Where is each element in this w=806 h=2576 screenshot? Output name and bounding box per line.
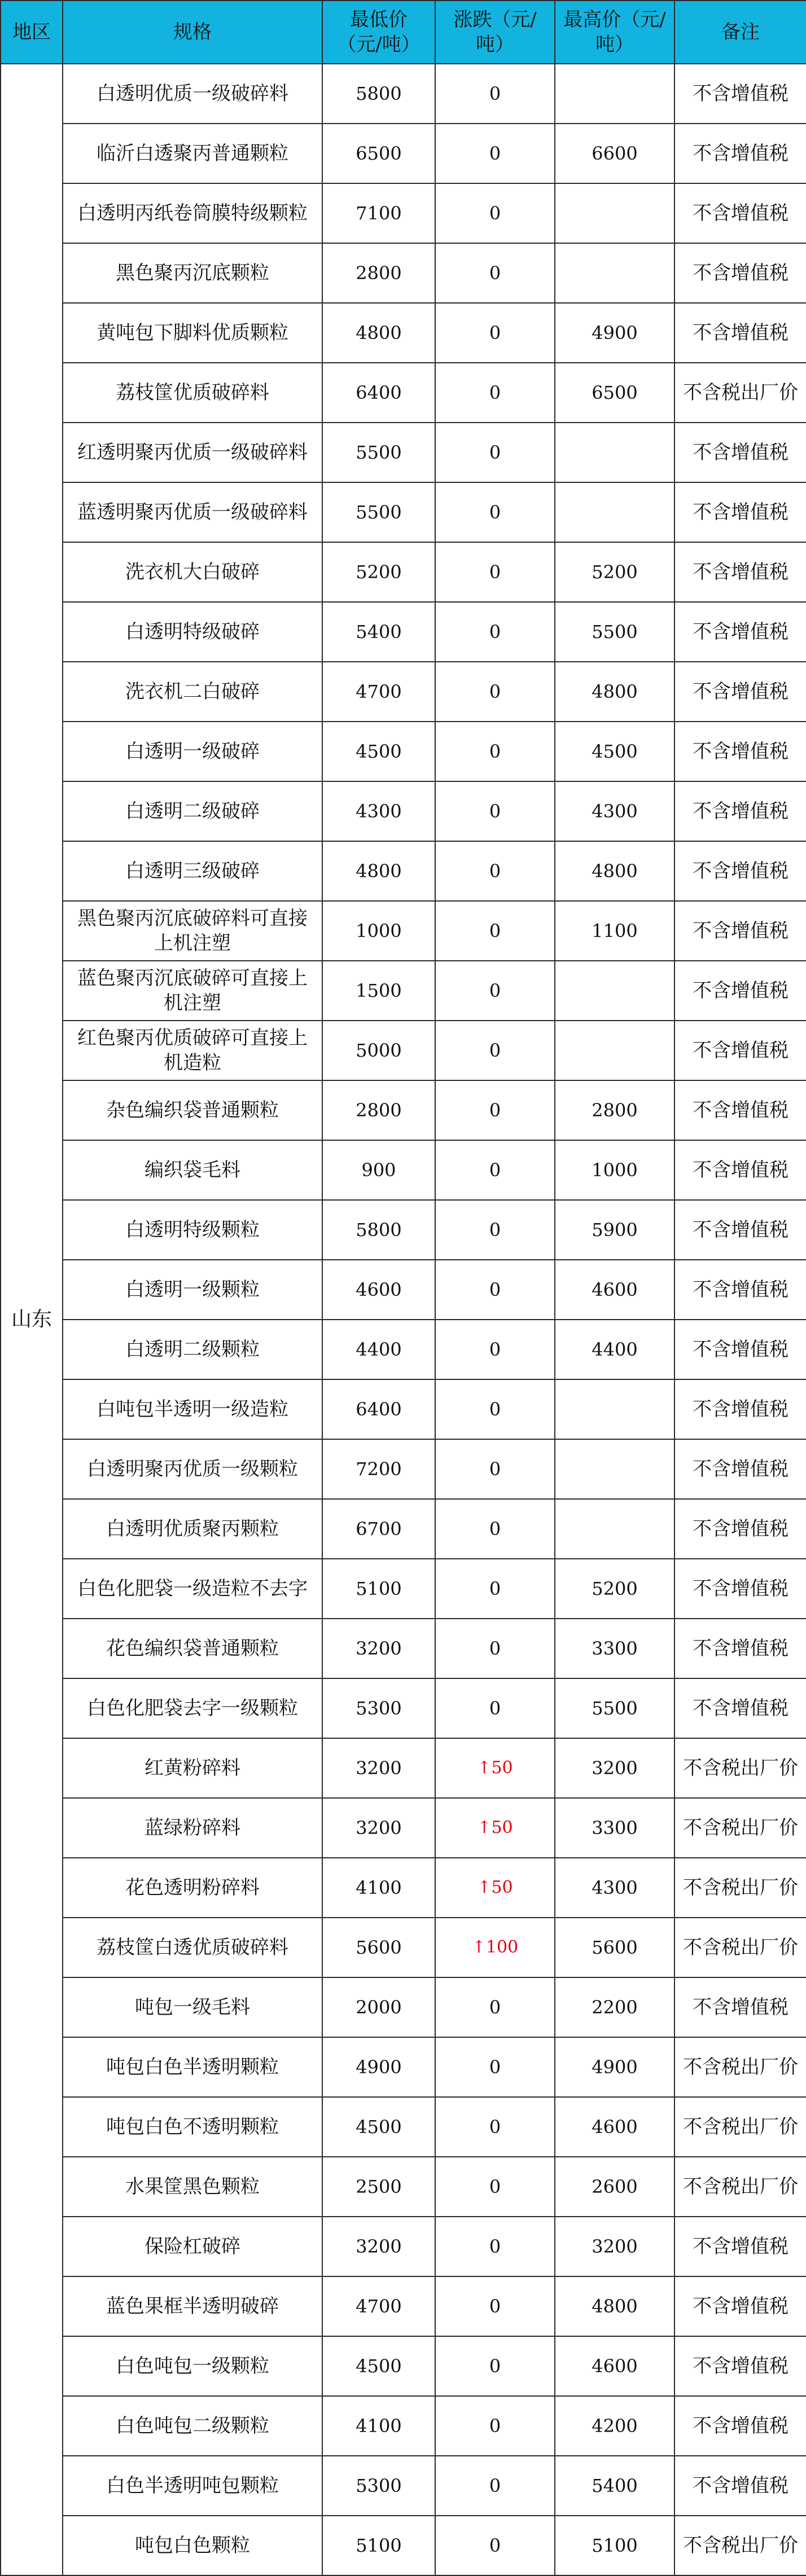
min-price-cell: 6500 (322, 124, 435, 183)
max-price-cell: 3300 (555, 1798, 674, 1858)
change-cell (435, 1798, 555, 1858)
max-price-cell: 5500 (555, 602, 674, 662)
change-cell: 0 (435, 482, 555, 542)
change-cell: 0 (435, 1678, 555, 1738)
table-row (1, 901, 806, 961)
spec-cell: 荔枝筐白透优质破碎料 (63, 1918, 322, 1977)
table-row (1, 124, 806, 183)
min-price-cell: 1500 (322, 961, 435, 1021)
min-price-cell: 5300 (322, 1678, 435, 1738)
spec-cell: 白透明一级颗粒 (63, 1260, 322, 1320)
spec-cell: 黄吨包下脚料优质颗粒 (63, 303, 322, 363)
max-price-cell: 6600 (555, 124, 674, 183)
change-cell: 0 (435, 2276, 555, 2336)
spec-cell: 黑色聚丙沉底颗粒 (63, 243, 322, 303)
min-price-cell: 4700 (322, 2276, 435, 2336)
table-row (1, 243, 806, 303)
spec-cell: 白色化肥袋一级造粒不去字 (63, 1559, 322, 1619)
spec-cell: 白色吨包一级颗粒 (63, 2336, 322, 2396)
spec-cell: 红透明聚丙优质一级破碎料 (63, 423, 322, 482)
max-price-cell: 5100 (555, 2516, 674, 2575)
spec-cell: 蓝透明聚丙优质一级破碎料 (63, 482, 322, 542)
spec-cell: 白透明优质聚丙颗粒 (63, 1499, 322, 1559)
change-cell: 0 (435, 1559, 555, 1619)
max-price-cell: 4900 (555, 2037, 674, 2097)
min-price-cell: 3200 (322, 2217, 435, 2276)
change-cell: 0 (435, 1619, 555, 1678)
max-price-cell (555, 961, 674, 1021)
header-spec: 规格 (63, 1, 322, 64)
change-cell: 0 (435, 1320, 555, 1379)
max-price-cell: 5500 (555, 1678, 674, 1738)
table-row (1, 1858, 806, 1918)
max-price-cell: 5600 (555, 1918, 674, 1977)
min-price-cell: 7200 (322, 1439, 435, 1499)
note-cell: 不含增值税 (674, 1021, 806, 1080)
table-row (1, 1021, 806, 1080)
table-row (1, 781, 806, 841)
note-cell: 不含增值税 (674, 1260, 806, 1320)
min-price-cell: 900 (322, 1140, 435, 1200)
change-cell: 0 (435, 2217, 555, 2276)
note-cell: 不含增值税 (674, 722, 806, 781)
max-price-cell: 4500 (555, 722, 674, 781)
change-cell: 0 (435, 2456, 555, 2516)
table-row (1, 423, 806, 482)
change-cell: 0 (435, 961, 555, 1021)
max-price-cell: 4800 (555, 841, 674, 901)
table-row (1, 64, 806, 124)
change-value: 50 (491, 1818, 513, 1838)
max-price-cell: 2600 (555, 2157, 674, 2217)
note-cell: 不含增值税 (674, 64, 806, 124)
note-cell: 不含增值税 (674, 662, 806, 722)
spec-cell: 花色透明粉碎料 (63, 1858, 322, 1918)
spec-cell: 红色聚丙优质破碎可直接上机造粒 (63, 1021, 322, 1080)
table-row (1, 2097, 806, 2157)
change-value: 100 (485, 1937, 519, 1957)
max-price-cell: 4600 (555, 2336, 674, 2396)
spec-cell: 花色编织袋普通颗粒 (63, 1619, 322, 1678)
note-cell: 不含增值税 (674, 781, 806, 841)
max-price-cell: 1100 (555, 901, 674, 961)
change-cell: 0 (435, 1021, 555, 1080)
spec-cell: 白透明二级颗粒 (63, 1320, 322, 1379)
spec-cell: 蓝色聚丙沉底破碎可直接上机注塑 (63, 961, 322, 1021)
table-row (1, 2276, 806, 2336)
table-row (1, 1260, 806, 1320)
arrow-up-icon: ↑ (477, 1758, 492, 1778)
max-price-cell: 3200 (555, 2217, 674, 2276)
note-cell: 不含增值税 (674, 901, 806, 961)
min-price-cell: 5500 (322, 423, 435, 482)
spec-cell: 白透明聚丙优质一级颗粒 (63, 1439, 322, 1499)
arrow-up-icon: ↑ (477, 1818, 492, 1838)
min-price-cell: 5200 (322, 542, 435, 602)
note-cell: 不含税出厂价 (674, 2516, 806, 2575)
table-row (1, 1379, 806, 1439)
max-price-cell: 4300 (555, 781, 674, 841)
change-cell: 0 (435, 1499, 555, 1559)
min-price-cell: 4700 (322, 662, 435, 722)
table-row (1, 2157, 806, 2217)
min-price-cell: 5100 (322, 1559, 435, 1619)
note-cell: 不含税出厂价 (674, 363, 806, 423)
table-row (1, 1678, 806, 1738)
change-cell (435, 1918, 555, 1977)
spec-cell: 蓝色果框半透明破碎 (63, 2276, 322, 2336)
header-max-price: 最高价（元/吨） (555, 1, 674, 64)
spec-cell: 白透明特级破碎 (63, 602, 322, 662)
change-cell (435, 1858, 555, 1918)
table-row (1, 602, 806, 662)
max-price-cell: 6500 (555, 363, 674, 423)
min-price-cell: 4500 (322, 722, 435, 781)
change-cell: 0 (435, 2516, 555, 2575)
note-cell: 不含增值税 (674, 1678, 806, 1738)
min-price-cell: 4600 (322, 1260, 435, 1320)
note-cell: 不含增值税 (674, 482, 806, 542)
change-cell: 0 (435, 901, 555, 961)
table-header (1, 1, 806, 64)
change-cell: 0 (435, 662, 555, 722)
min-price-cell: 5500 (322, 482, 435, 542)
table-row (1, 2396, 806, 2456)
change-value: 50 (491, 1878, 513, 1897)
change-cell: 0 (435, 1977, 555, 2037)
max-price-cell: 4300 (555, 1858, 674, 1918)
table-row (1, 363, 806, 423)
change-cell: 0 (435, 542, 555, 602)
spec-cell: 白色半透明吨包颗粒 (63, 2456, 322, 2516)
min-price-cell: 5800 (322, 1200, 435, 1260)
min-price-cell: 5100 (322, 2516, 435, 2575)
max-price-cell: 5900 (555, 1200, 674, 1260)
note-cell: 不含增值税 (674, 841, 806, 901)
min-price-cell: 4100 (322, 2396, 435, 2456)
spec-cell: 白透明特级颗粒 (63, 1200, 322, 1260)
min-price-cell: 6700 (322, 1499, 435, 1559)
max-price-cell: 2800 (555, 1080, 674, 1140)
table-row (1, 2217, 806, 2276)
header-row (1, 1, 806, 64)
spec-cell: 吨包白色半透明颗粒 (63, 2037, 322, 2097)
change-cell: 0 (435, 1140, 555, 1200)
note-cell: 不含增值税 (674, 1439, 806, 1499)
header-change: 涨跌（元/吨） (435, 1, 555, 64)
arrow-up-icon: ↑ (471, 1937, 486, 1957)
min-price-cell: 5000 (322, 1021, 435, 1080)
min-price-cell: 3200 (322, 1619, 435, 1678)
max-price-cell (555, 1499, 674, 1559)
note-cell: 不含增值税 (674, 2456, 806, 2516)
change-cell: 0 (435, 303, 555, 363)
table-row (1, 1559, 806, 1619)
spec-cell: 水果筐黑色颗粒 (63, 2157, 322, 2217)
header-min-price: 最低价（元/吨） (322, 1, 435, 64)
max-price-cell: 4400 (555, 1320, 674, 1379)
min-price-cell: 4400 (322, 1320, 435, 1379)
min-price-cell: 2000 (322, 1977, 435, 2037)
max-price-cell: 4800 (555, 2276, 674, 2336)
note-cell: 不含增值税 (674, 1977, 806, 2037)
max-price-cell: 4600 (555, 1260, 674, 1320)
note-cell: 不含增值税 (674, 1559, 806, 1619)
table-row (1, 1918, 806, 1977)
table-row (1, 1977, 806, 2037)
note-cell: 不含增值税 (674, 124, 806, 183)
max-price-cell: 4600 (555, 2097, 674, 2157)
note-cell: 不含税出厂价 (674, 2037, 806, 2097)
note-cell: 不含增值税 (674, 2336, 806, 2396)
min-price-cell: 5800 (322, 64, 435, 124)
spec-cell: 黑色聚丙沉底破碎料可直接上机注塑 (63, 901, 322, 961)
note-cell: 不含增值税 (674, 1379, 806, 1439)
note-cell: 不含增值税 (674, 183, 806, 243)
note-cell: 不含增值税 (674, 1140, 806, 1200)
min-price-cell: 6400 (322, 363, 435, 423)
note-cell: 不含增值税 (674, 423, 806, 482)
table-row (1, 2336, 806, 2396)
max-price-cell: 5200 (555, 1559, 674, 1619)
max-price-cell: 5400 (555, 2456, 674, 2516)
max-price-cell: 2200 (555, 1977, 674, 2037)
max-price-cell (555, 1021, 674, 1080)
min-price-cell: 4800 (322, 841, 435, 901)
min-price-cell: 4900 (322, 2037, 435, 2097)
note-cell: 不含税出厂价 (674, 1858, 806, 1918)
spec-cell: 吨包白色不透明颗粒 (63, 2097, 322, 2157)
min-price-cell: 7100 (322, 183, 435, 243)
change-cell: 0 (435, 2157, 555, 2217)
spec-cell: 白透明一级破碎 (63, 722, 322, 781)
min-price-cell: 3200 (322, 1738, 435, 1798)
change-cell: 0 (435, 243, 555, 303)
note-cell: 不含税出厂价 (674, 2157, 806, 2217)
note-cell: 不含增值税 (674, 2396, 806, 2456)
table-row (1, 1619, 806, 1678)
table-row (1, 482, 806, 542)
table-row (1, 1320, 806, 1379)
min-price-cell: 2800 (322, 1080, 435, 1140)
note-cell: 不含税出厂价 (674, 1918, 806, 1977)
change-cell: 0 (435, 64, 555, 124)
spec-cell: 白透明三级破碎 (63, 841, 322, 901)
spec-cell: 吨包白色颗粒 (63, 2516, 322, 2575)
max-price-cell (555, 423, 674, 482)
table-row (1, 2456, 806, 2516)
spec-cell: 荔枝筐优质破碎料 (63, 363, 322, 423)
spec-cell: 杂色编织袋普通颗粒 (63, 1080, 322, 1140)
min-price-cell: 2800 (322, 243, 435, 303)
spec-cell: 白色吨包二级颗粒 (63, 2396, 322, 2456)
max-price-cell (555, 482, 674, 542)
note-cell: 不含增值税 (674, 1499, 806, 1559)
change-value: 50 (491, 1758, 513, 1778)
table-row (1, 722, 806, 781)
max-price-cell (555, 64, 674, 124)
note-cell: 不含增值税 (674, 602, 806, 662)
note-cell: 不含增值税 (674, 243, 806, 303)
change-cell: 0 (435, 2336, 555, 2396)
max-price-cell (555, 183, 674, 243)
change-cell: 0 (435, 1200, 555, 1260)
table-row (1, 662, 806, 722)
max-price-cell (555, 1379, 674, 1439)
spec-cell: 编织袋毛料 (63, 1140, 322, 1200)
spec-cell: 白吨包半透明一级造粒 (63, 1379, 322, 1439)
spec-cell: 保险杠破碎 (63, 2217, 322, 2276)
note-cell: 不含增值税 (674, 2276, 806, 2336)
max-price-cell: 3200 (555, 1738, 674, 1798)
note-cell: 不含税出厂价 (674, 2097, 806, 2157)
max-price-cell: 4800 (555, 662, 674, 722)
note-cell: 不含增值税 (674, 1200, 806, 1260)
table-row (1, 1439, 806, 1499)
min-price-cell: 4800 (322, 303, 435, 363)
change-cell: 0 (435, 602, 555, 662)
max-price-cell: 4900 (555, 303, 674, 363)
max-price-cell: 4200 (555, 2396, 674, 2456)
table-body (1, 64, 806, 2575)
max-price-cell: 1000 (555, 1140, 674, 1200)
max-price-cell: 3300 (555, 1619, 674, 1678)
table-row (1, 961, 806, 1021)
min-price-cell: 4500 (322, 2336, 435, 2396)
max-price-cell (555, 1439, 674, 1499)
min-price-cell: 3200 (322, 1798, 435, 1858)
change-cell (435, 1738, 555, 1798)
table-row (1, 1798, 806, 1858)
max-price-cell (555, 243, 674, 303)
table-row (1, 183, 806, 243)
min-price-cell: 1000 (322, 901, 435, 961)
change-cell: 0 (435, 1260, 555, 1320)
min-price-cell: 5400 (322, 602, 435, 662)
note-cell: 不含增值税 (674, 303, 806, 363)
change-cell: 0 (435, 1080, 555, 1140)
arrow-up-icon: ↑ (477, 1878, 492, 1897)
note-cell: 不含增值税 (674, 961, 806, 1021)
spec-cell: 洗衣机二白破碎 (63, 662, 322, 722)
change-cell: 0 (435, 722, 555, 781)
change-cell: 0 (435, 1439, 555, 1499)
header-region: 地区 (1, 1, 63, 64)
min-price-cell: 4100 (322, 1858, 435, 1918)
table-row (1, 1738, 806, 1798)
spec-cell: 红黄粉碎料 (63, 1738, 322, 1798)
table-row (1, 2037, 806, 2097)
spec-cell: 白透明优质一级破碎料 (63, 64, 322, 124)
spec-cell: 临沂白透聚丙普通颗粒 (63, 124, 322, 183)
table-row (1, 2516, 806, 2575)
note-cell: 不含增值税 (674, 1619, 806, 1678)
table-row (1, 1200, 806, 1260)
note-cell: 不含增值税 (674, 1080, 806, 1140)
change-cell: 0 (435, 2396, 555, 2456)
table-row (1, 1080, 806, 1140)
spec-cell: 吨包一级毛料 (63, 1977, 322, 2037)
change-cell: 0 (435, 841, 555, 901)
table-row (1, 303, 806, 363)
spec-cell: 蓝绿粉碎料 (63, 1798, 322, 1858)
min-price-cell: 5300 (322, 2456, 435, 2516)
min-price-cell: 4300 (322, 781, 435, 841)
change-cell: 0 (435, 781, 555, 841)
note-cell: 不含增值税 (674, 542, 806, 602)
spec-cell: 白透明丙纸卷筒膜特级颗粒 (63, 183, 322, 243)
change-cell: 0 (435, 1379, 555, 1439)
min-price-cell: 6400 (322, 1379, 435, 1439)
change-cell: 0 (435, 124, 555, 183)
region-cell: 山东 (1, 64, 63, 2575)
table-row (1, 841, 806, 901)
change-cell: 0 (435, 183, 555, 243)
table-row (1, 1140, 806, 1200)
table-row (1, 1499, 806, 1559)
table-row (1, 542, 806, 602)
note-cell: 不含增值税 (674, 1320, 806, 1379)
min-price-cell: 5600 (322, 1918, 435, 1977)
change-cell: 0 (435, 2037, 555, 2097)
min-price-cell: 4500 (322, 2097, 435, 2157)
max-price-cell: 5200 (555, 542, 674, 602)
note-cell: 不含税出厂价 (674, 1798, 806, 1858)
spec-cell: 白透明二级破碎 (63, 781, 322, 841)
spec-cell: 白色化肥袋去字一级颗粒 (63, 1678, 322, 1738)
header-note: 备注 (674, 1, 806, 64)
min-price-cell: 2500 (322, 2157, 435, 2217)
note-cell: 不含税出厂价 (674, 1738, 806, 1798)
note-cell: 不含增值税 (674, 2217, 806, 2276)
change-cell: 0 (435, 2097, 555, 2157)
change-cell: 0 (435, 363, 555, 423)
change-cell: 0 (435, 423, 555, 482)
spec-cell: 洗衣机大白破碎 (63, 542, 322, 602)
